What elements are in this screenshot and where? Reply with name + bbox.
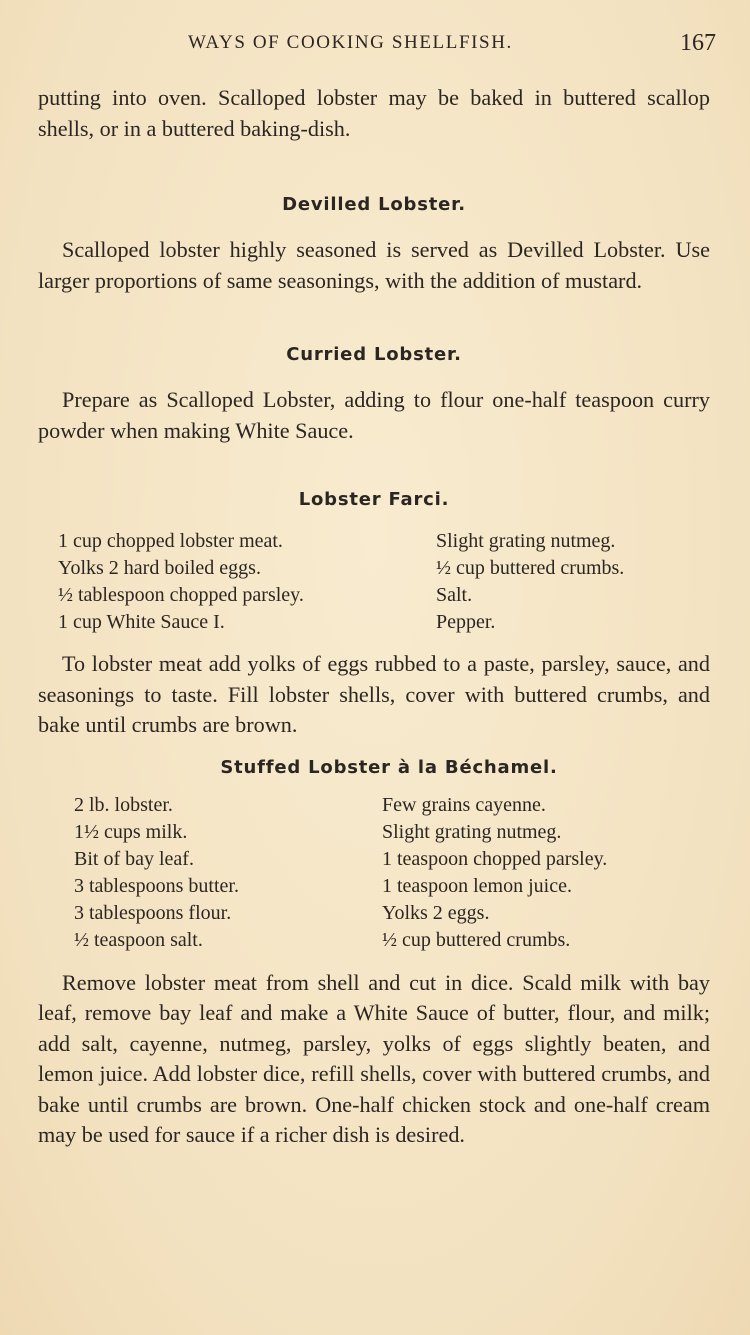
ingredient-item: Pepper. [436,611,496,633]
page-body [38,83,710,1151]
bechamel-ingredients [74,792,710,954]
ingredient-item: 1 cup White Sauce I. [58,611,225,633]
ingredient-item: 1½ cups milk. [74,820,188,843]
ingredient-item: Slight grating nutmeg. [436,530,616,552]
ingredient-item: Yolks 2 hard boiled eggs. [58,557,261,579]
running-head [38,30,716,60]
ingredient-item: Few grains cayenne. [382,793,546,816]
stuffed-lobster-bechamel-title: Stuffed Lobster à la Béchamel. [220,756,558,778]
ingredient-item: Bit of bay leaf. [74,847,194,870]
ingredient-item: Yolks 2 eggs. [382,901,490,924]
intro-paragraph: putting into oven. Scalloped lobster may be baked in buttered scallop shells, or in a buttered baking-dish. [38,85,710,141]
farci-ingredients-left [58,528,436,636]
ingredient-item: 1 teaspoon lemon juice. [382,874,572,897]
ingredient-item: Slight grating nutmeg. [382,820,562,843]
ingredient-item: 2 lb. lobster. [74,793,173,816]
devilled-lobster-text: Scalloped lobster highly seasoned is served as Devilled Lobster. Use larger proportions of same seasonings, with the addition of mustard. [38,237,710,293]
ingredient-item: ½ tablespoon chopped parsley. [58,584,304,606]
ingredient-item: 3 tablespoons flour. [74,901,232,924]
lobster-farci-text: To lobster meat add yolks of eggs rubbed to a paste, parsley, sauce, and seasonings to taste. Fill lobster shells, cover with buttered crumbs, and bake until crumbs are brown. [38,651,710,737]
page-number: 167 [680,30,716,56]
curried-lobster-title: Curried Lobster. [286,344,462,365]
curried-lobster-text: Prepare as Scalloped Lobster, adding to flour one-half teaspoon curry powder when making White Sauce. [38,387,710,443]
lobster-farci-ingredients [58,528,710,636]
ingredient-item: ½ cup buttered crumbs. [382,928,571,951]
bechamel-ingredients-right [382,792,607,954]
farci-ingredients-right [436,528,624,636]
ingredient-item: 1 cup chopped lobster meat. [58,530,283,552]
lobster-farci-title: Lobster Farci. [298,489,450,510]
bechamel-ingredients-left [74,792,382,954]
running-title: WAYS OF COOKING SHELLFISH. [188,32,513,53]
ingredient-item: 1 teaspoon chopped parsley. [382,847,608,870]
ingredient-item: Salt. [436,584,473,606]
ingredient-item: ½ cup buttered crumbs. [436,557,625,579]
devilled-lobster-title: Devilled Lobster. [282,194,466,215]
ingredient-item: ½ teaspoon salt. [74,928,203,951]
stuffed-lobster-bechamel-text: Remove lobster meat from shell and cut in dice. Scald milk with bay leaf, remove bay leaf and make a White Sauce of butter, flour, and milk; add salt, cayenne, nutmeg, parsley, yolks of eggs slightly beaten, and lemon juice. Add lobster dice, refill shells, cover with buttered crumbs, and bake until crumbs are brown. One-half chicken stock and one-half cream may be used for sauce if a richer dish is desired. [38,969,710,1147]
ingredient-item: 3 tablespoons butter. [74,874,239,897]
